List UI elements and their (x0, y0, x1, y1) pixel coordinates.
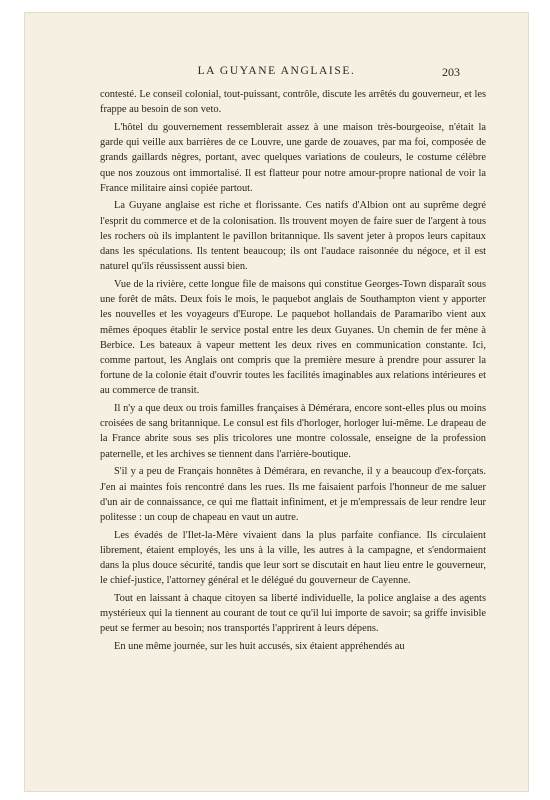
paragraph: contesté. Le conseil colonial, tout-puissant, contrôle, discute les arrêtés du gouverneur, et les frappe au besoin de son veto. (100, 89, 486, 116)
paragraph: S'il y a peu de Français honnêtes à Démérara, en revanche, il y a beaucoup d'ex-forçats. J'en ai maintes fois rencontré dans les rues. Ils me faisaient parfois l'honneur de me saluer d'un air de connaissance, ce qui me flattait infiniment, et je m'empressais de leur rendre leur politesse : un coup de chapeau en vaut un autre. (100, 466, 486, 523)
page-number: 203 (442, 65, 460, 79)
paragraph: Vue de la rivière, cette longue file de maisons qui constitue Georges-Town disparaît sous une forêt de mâts. Deux fois le mois, le paquebot anglais de Southampton vient y apporter les nouvelles et les voyageurs d'Europe. Le paquebot hollandais de Paramaribo vient aux mêmes époques établir le service postal entre les deux Guyanes. Un chemin de fer mène à Berbice. Les bateaux à vapeur mettent les deux rives en communication constante. Ici, comme partout, les Anglais ont compris que la première mesure à prendre pour assurer la fortune de la colonie était d'ouvrir toutes les facilités imaginables aux relations intérieures et au commerce de transit. (100, 278, 486, 397)
paragraph: En une même journée, sur les huit accusés, six étaient appréhendés au (114, 641, 405, 653)
running-header (25, 65, 528, 81)
paragraph: La Guyane anglaise est riche et florissante. Ces natifs d'Albion ont au suprême degré l'esprit du commerce et de la colonisation. Ils trouvent moyen de faire suer de l'argent à tous les rochers où ils implantent le pavillon britannique. Ils savent jeter à propos leurs capitaux dans les spéculations. Ils tentent beaucoup; ils ont l'audace raisonnée du négoce, et il est naturel qu'ils réussissent aussi bien. (100, 200, 486, 273)
paragraph: Il n'y a que deux ou trois familles françaises à Démérara, encore sont-elles plus ou moins croisées de sang britannique. Le consul est fils d'horloger, horloger lui-même. Le drapeau de la France abrite sous ses plis tricolores une montre colossale, enseigne de la profession paternelle, et les archives se tiennent dans l'arrière-boutique. (100, 403, 486, 460)
paragraph: Tout en laissant à chaque citoyen sa liberté individuelle, la police anglaise a des agents mystérieux qui la tiennent au courant de tout ce qu'il lui importe de savoir; sa griffe invisible peut se fermer au besoin; nos transportés l'apprirent à leurs dépens. (100, 593, 486, 635)
paragraph: L'hôtel du gouvernement ressemblerait assez à une maison très-bourgeoise, n'était la garde qui veille aux barrières de ce Louvre, une garde de zouaves, par ma foi, composée de grands gaillards nègres, portant, avec quelques variations de couleurs, le costume célèbre que nos zouzous ont immortalisé. Il est flatteur pour notre amour-propre national de voir la France militaire ainsi copiée partout. (100, 121, 486, 194)
body-text (100, 87, 486, 657)
paragraph: Les évadés de l'Ilet-la-Mère vivaient dans la plus parfaite confiance. Ils circulaient librement, étaient employés, les uns à la ville, les autres à la campagne, et s'endormaient dans la plus douce sécurité, tandis que leur sort se discutait en haut lieu entre le gouverneur, le chief-justice, l'attorney général et le délégué du gouverneur de Cayenne. (100, 529, 486, 587)
book-page (24, 12, 529, 792)
running-title: LA GUYANE ANGLAISE. (197, 65, 356, 77)
